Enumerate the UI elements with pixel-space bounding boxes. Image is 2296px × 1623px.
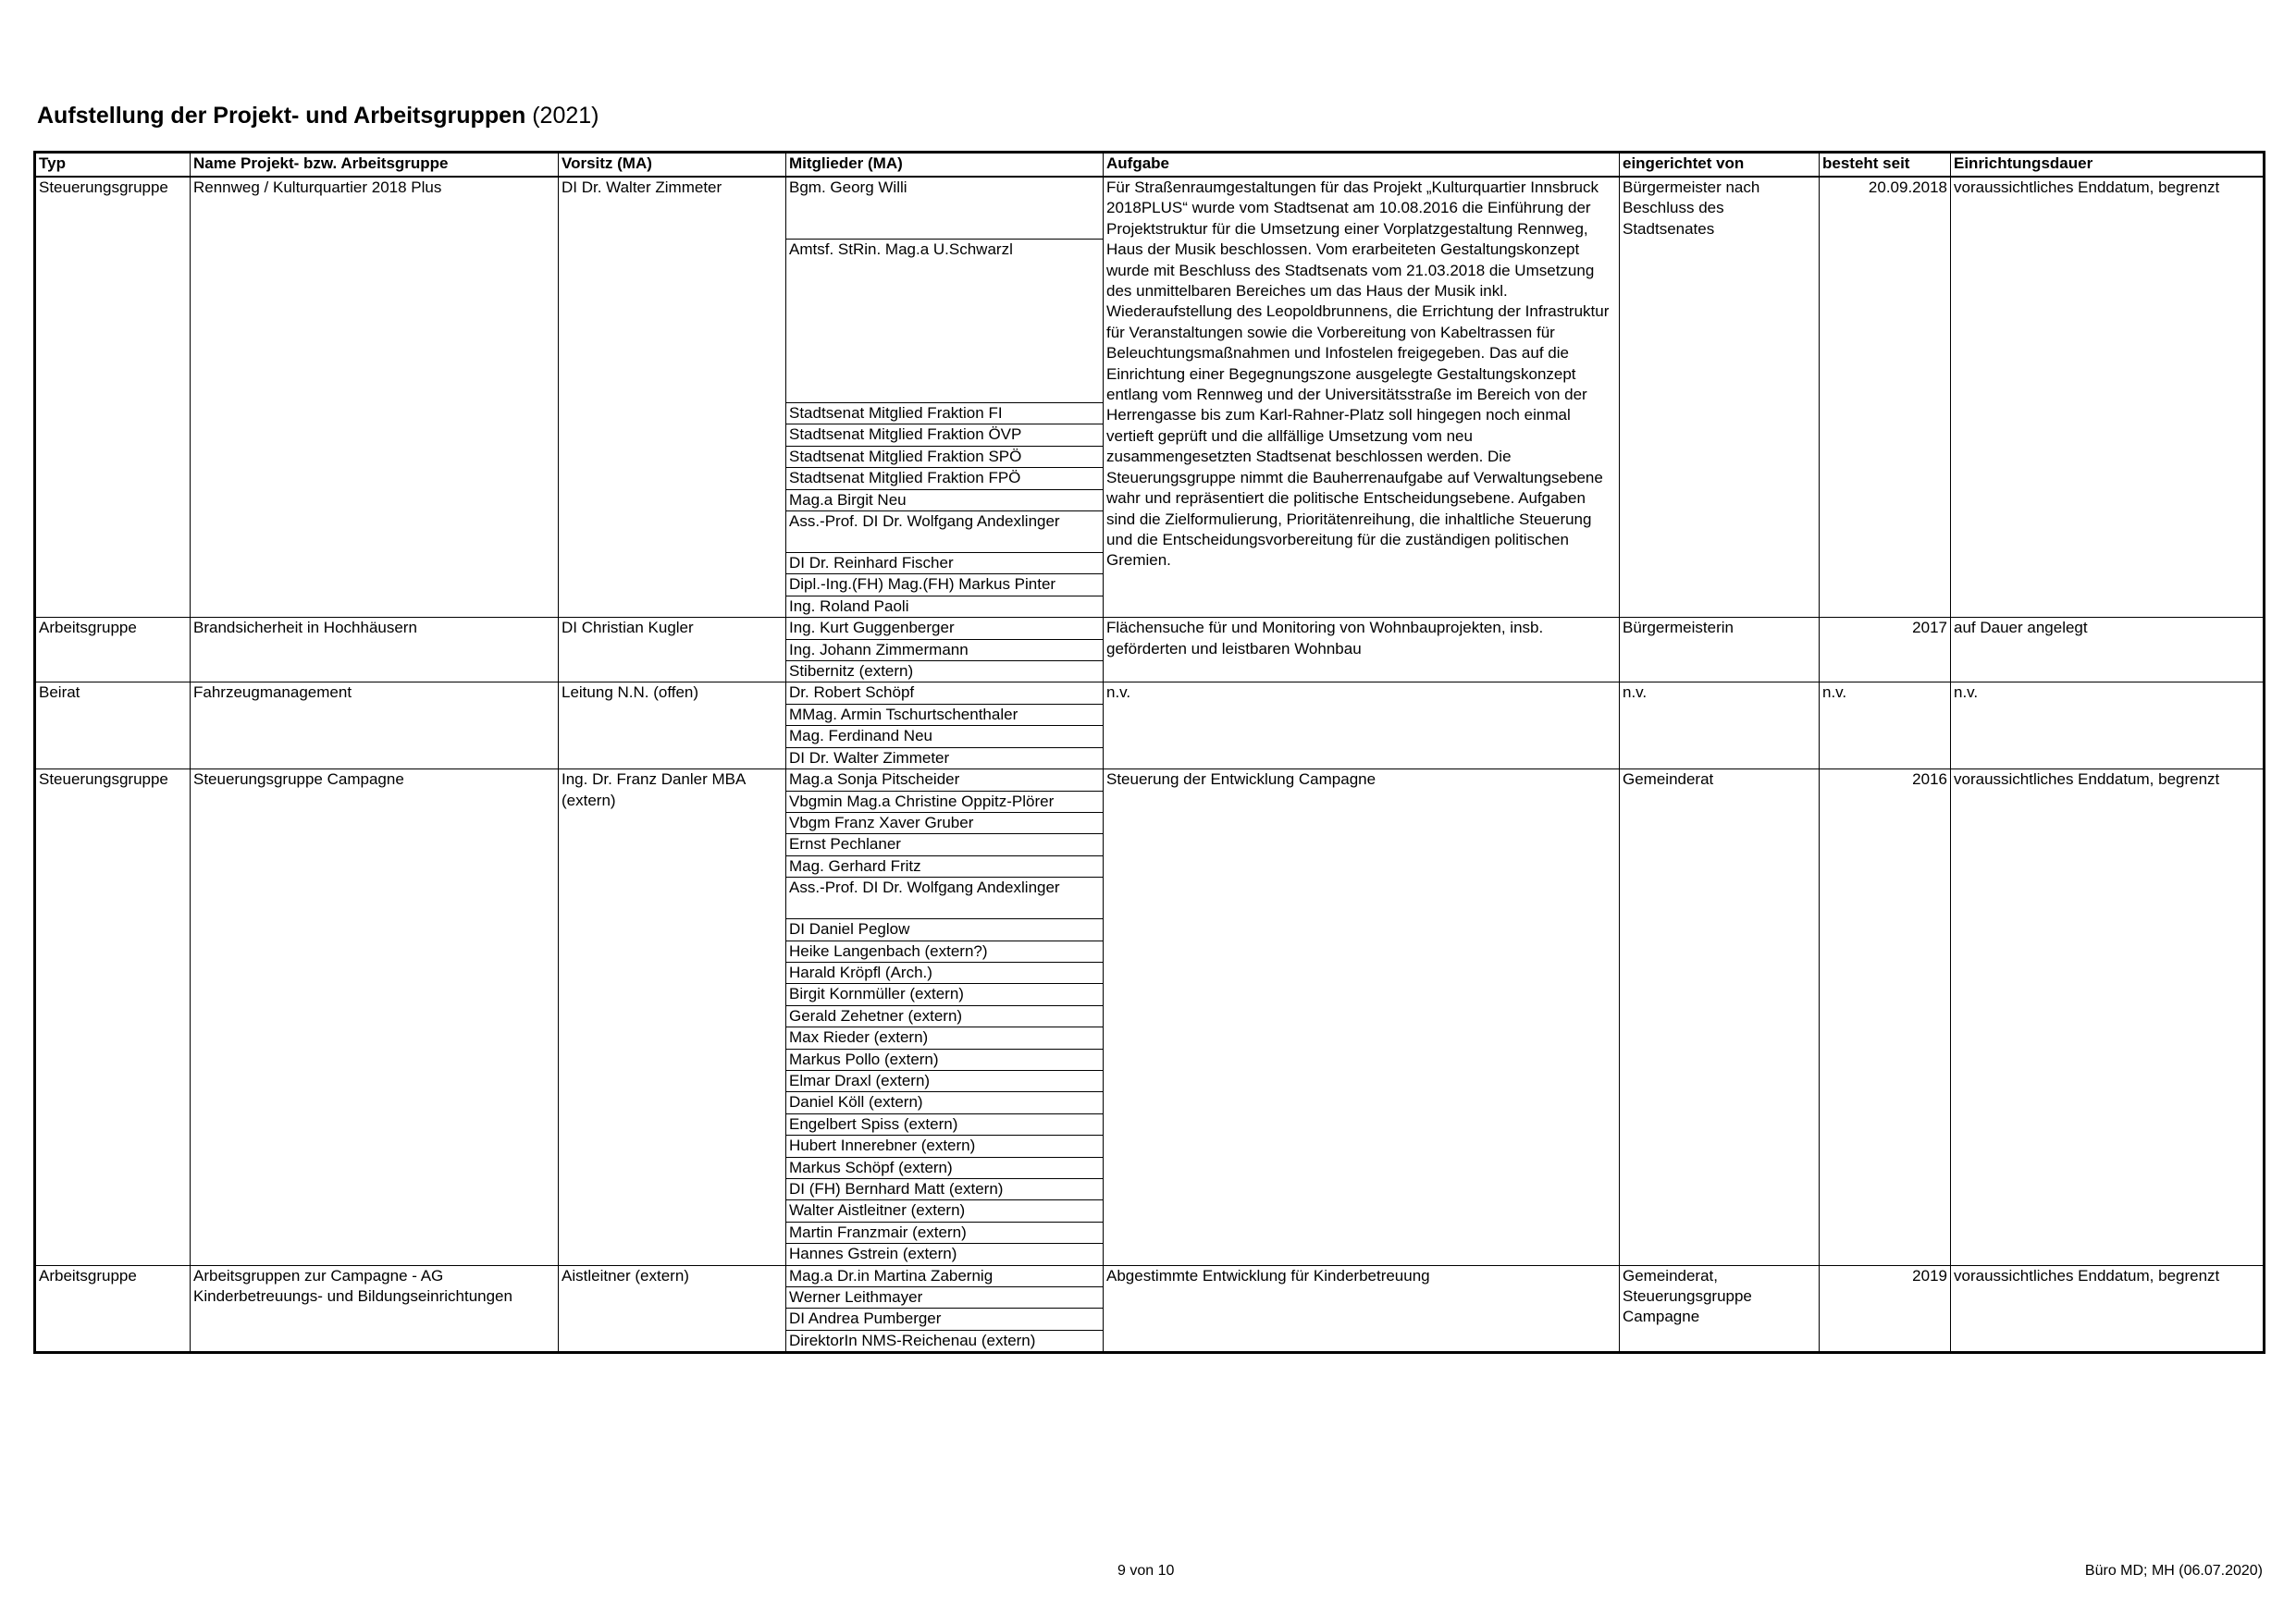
member-item: Amtsf. StRin. Mag.a U.Schwarzl bbox=[786, 240, 1103, 403]
group-name-cell: Rennweg / Kulturquartier 2018 Plus bbox=[193, 178, 442, 196]
column-header-mitglieder: Mitglieder (MA) bbox=[786, 153, 1104, 178]
member-item: Mag.a Birgit Neu bbox=[786, 490, 1103, 511]
member-item: Gerald Zehetner (extern) bbox=[786, 1006, 1103, 1027]
member-item: Markus Schöpf (extern) bbox=[786, 1158, 1103, 1179]
column-header-typ: Typ bbox=[35, 153, 191, 178]
member-item: Ass.-Prof. DI Dr. Wolfgang Andexlinger bbox=[786, 878, 1103, 919]
typ-cell: Steuerungsgruppe bbox=[39, 770, 168, 789]
group-name-cell: Fahrzeugmanagement bbox=[193, 683, 352, 702]
groups-table bbox=[33, 151, 2265, 1354]
table-header-row bbox=[35, 153, 2265, 178]
member-item: DI Dr. Reinhard Fischer bbox=[786, 553, 1103, 574]
member-item: Hubert Innerebner (extern) bbox=[786, 1136, 1103, 1157]
member-item: DI (FH) Bernhard Matt (extern) bbox=[786, 1179, 1103, 1200]
member-item: Stibernitz (extern) bbox=[789, 662, 914, 681]
column-header-eingerichtet-von: eingerichtet von bbox=[1620, 153, 1820, 178]
chair-cell: Ing. Dr. Franz Danler MBA (extern) bbox=[562, 770, 746, 809]
typ-cell: Beirat bbox=[39, 683, 80, 702]
member-item: Dr. Robert Schöpf bbox=[786, 682, 1103, 704]
chair-cell: DI Dr. Walter Zimmeter bbox=[562, 178, 722, 196]
chair-cell: Leitung N.N. (offen) bbox=[562, 683, 699, 702]
since-cell: 2016 bbox=[1912, 770, 1947, 789]
member-item: Elmar Draxl (extern) bbox=[786, 1071, 1103, 1092]
established-by-cell: Bürgermeisterin bbox=[1623, 619, 1734, 637]
member-item: Bgm. Georg Willi bbox=[786, 178, 1103, 240]
member-item: Stadtsenat Mitglied Fraktion ÖVP bbox=[786, 424, 1103, 446]
member-item: Harald Kröpfl (Arch.) bbox=[786, 963, 1103, 984]
task-cell: Für Straßenraumgestaltungen für das Projekt „Kulturquartier Innsbruck 2018PLUS“ wurde vom Stadtsenat am 10.08.2016 die Einführung der Projektstruktur für die Umsetzung einer Vorplatzgestaltung Rennweg, Haus der Musik beschlossen. Vom erarbeiteten Gestaltungskonzept wurde mit Beschluss des Stadtsenats vom 21.03.2018 die Umsetzung des unmittelbaren Bereiches um das Haus der Musik inkl. Wiederaufstellung des Leopoldbrunnens, die Errichtung der Infrastruktur für Veranstaltungen sowie die Vorbereitung von Kabeltrassen für Beleuchtungsmaßnahmen und Infostelen freigegeben. Das auf die Einrichtung einer Begegnungszone ausgelegte Gestaltungskonzept entlang vom Rennweg und der Universitätsstraße im Bereich von der Herrengasse bis zum Karl-Rahner-Platz soll hingegen noch einmal vertieft geprüft und die allfällige Umsetzung vom neu zusammengesetzten Stadtsenat beschlossen werden. Die Steuerungsgruppe nimmt die Bauherrenaufgabe auf Verwaltungsebene wahr und repräsentiert die politische Entscheidungsebene. Aufgaben sind die Zielformulierung, Prioritätenreihung, die inhaltliche Steuerung und die Entscheidungsvorbereitung für die zuständigen politischen Gremien. bbox=[1106, 178, 1610, 570]
member-item: MMag. Armin Tschurtschenthaler bbox=[786, 705, 1103, 726]
members-list bbox=[786, 178, 1103, 617]
task-cell: Abgestimmte Entwicklung für Kinderbetreuung bbox=[1106, 1266, 1430, 1285]
member-item: Stadtsenat Mitglied Fraktion SPÖ bbox=[786, 447, 1103, 468]
member-item: Ing. Kurt Guggenberger bbox=[786, 618, 1103, 639]
typ-cell: Arbeitsgruppe bbox=[39, 1266, 137, 1285]
member-item: Heike Langenbach (extern?) bbox=[786, 941, 1103, 963]
duration-cell: n.v. bbox=[1954, 683, 1979, 702]
member-item: Mag.a Dr.in Martina Zabernig bbox=[786, 1266, 1103, 1287]
page-title-main: Aufstellung der Projekt- und Arbeitsgruppen bbox=[37, 103, 526, 129]
typ-cell: Arbeitsgruppe bbox=[39, 619, 137, 637]
members-list bbox=[786, 618, 1103, 682]
member-item: DI Andrea Pumberger bbox=[786, 1309, 1103, 1330]
task-cell: Flächensuche für und Monitoring von Wohnbauprojekten, insb. geförderten und leistbaren Wohnbau bbox=[1106, 619, 1544, 658]
established-by-cell: Gemeinderat, Steuerungsgruppe Campagne bbox=[1623, 1266, 1752, 1326]
group-name-cell: Arbeitsgruppen zur Campagne - AG Kinderbetreuungs- und Bildungseinrichtungen bbox=[193, 1266, 512, 1306]
member-item: Stadtsenat Mitglied Fraktion FI bbox=[786, 403, 1103, 424]
member-item: Mag. Gerhard Fritz bbox=[786, 856, 1103, 878]
column-header-einrichtungsdauer: Einrichtungsdauer bbox=[1951, 153, 2265, 178]
member-item: Stadtsenat Mitglied Fraktion FPÖ bbox=[786, 468, 1103, 489]
member-item: Vbgmin Mag.a Christine Oppitz-Plörer bbox=[786, 792, 1103, 813]
table-row bbox=[35, 618, 2265, 682]
group-name-cell: Brandsicherheit in Hochhäusern bbox=[193, 619, 417, 637]
member-item: DirektorIn NMS-Reichenau (extern) bbox=[789, 1331, 1036, 1349]
member-item: Daniel Köll (extern) bbox=[786, 1092, 1103, 1113]
typ-cell: Steuerungsgruppe bbox=[39, 178, 168, 196]
member-item: DI Daniel Peglow bbox=[786, 919, 1103, 941]
member-item: DI Dr. Walter Zimmeter bbox=[789, 748, 950, 767]
column-header-aufgabe: Aufgabe bbox=[1104, 153, 1620, 178]
since-cell: n.v. bbox=[1822, 683, 1847, 702]
member-item: Mag. Ferdinand Neu bbox=[786, 726, 1103, 747]
member-item: Mag.a Sonja Pitscheider bbox=[786, 769, 1103, 791]
task-cell: Steuerung der Entwicklung Campagne bbox=[1106, 770, 1376, 789]
member-item: Ing. Roland Paoli bbox=[789, 596, 909, 615]
member-item: Max Rieder (extern) bbox=[786, 1027, 1103, 1049]
member-item: Vbgm Franz Xaver Gruber bbox=[786, 813, 1103, 834]
column-header-besteht-seit: besteht seit bbox=[1820, 153, 1951, 178]
duration-cell: voraussichtliches Enddatum, begrenzt bbox=[1954, 770, 2220, 789]
member-item: Werner Leithmayer bbox=[786, 1287, 1103, 1309]
chair-cell: Aistleitner (extern) bbox=[562, 1266, 689, 1285]
established-by-cell: Bürgermeister nach Beschluss des Stadtsenates bbox=[1623, 178, 1760, 238]
document-reference: Büro MD; MH (06.07.2020) bbox=[2084, 1563, 2263, 1579]
duration-cell: auf Dauer angelegt bbox=[1954, 619, 2088, 637]
chair-cell: DI Christian Kugler bbox=[562, 619, 694, 637]
member-item: Ernst Pechlaner bbox=[786, 834, 1103, 855]
column-header-vorsitz: Vorsitz (MA) bbox=[559, 153, 786, 178]
member-item: Martin Franzmair (extern) bbox=[786, 1223, 1103, 1244]
table-row bbox=[35, 1265, 2265, 1353]
duration-cell: voraussichtliches Enddatum, begrenzt bbox=[1954, 1266, 2220, 1285]
member-item: Markus Pollo (extern) bbox=[786, 1050, 1103, 1071]
since-cell: 2017 bbox=[1912, 619, 1947, 637]
table-row bbox=[35, 682, 2265, 769]
page-number: 9 von 10 bbox=[1117, 1563, 1175, 1579]
member-item: Hannes Gstrein (extern) bbox=[789, 1245, 957, 1263]
since-cell: 20.09.2018 bbox=[1868, 178, 1947, 196]
table-row bbox=[35, 177, 2265, 618]
column-header-name: Name Projekt- bzw. Arbeitsgruppe bbox=[191, 153, 559, 178]
page-title-year: (2021) bbox=[532, 103, 599, 129]
since-cell: 2019 bbox=[1912, 1266, 1947, 1285]
table-row bbox=[35, 769, 2265, 1266]
member-item: Ing. Johann Zimmermann bbox=[786, 640, 1103, 661]
member-item: Walter Aistleitner (extern) bbox=[786, 1200, 1103, 1222]
established-by-cell: Gemeinderat bbox=[1623, 770, 1714, 789]
established-by-cell: n.v. bbox=[1623, 683, 1648, 702]
duration-cell: voraussichtliches Enddatum, begrenzt bbox=[1954, 178, 2220, 196]
members-list bbox=[786, 1266, 1103, 1352]
member-item: Engelbert Spiss (extern) bbox=[786, 1114, 1103, 1136]
page-title bbox=[37, 102, 599, 129]
member-item: Ass.-Prof. DI Dr. Wolfgang Andexlinger bbox=[786, 511, 1103, 553]
group-name-cell: Steuerungsgruppe Campagne bbox=[193, 770, 404, 789]
member-item: Dipl.-Ing.(FH) Mag.(FH) Markus Pinter bbox=[786, 574, 1103, 596]
members-list bbox=[786, 682, 1103, 768]
member-item: Birgit Kornmüller (extern) bbox=[786, 984, 1103, 1005]
members-list bbox=[786, 769, 1103, 1265]
task-cell: n.v. bbox=[1106, 683, 1131, 702]
